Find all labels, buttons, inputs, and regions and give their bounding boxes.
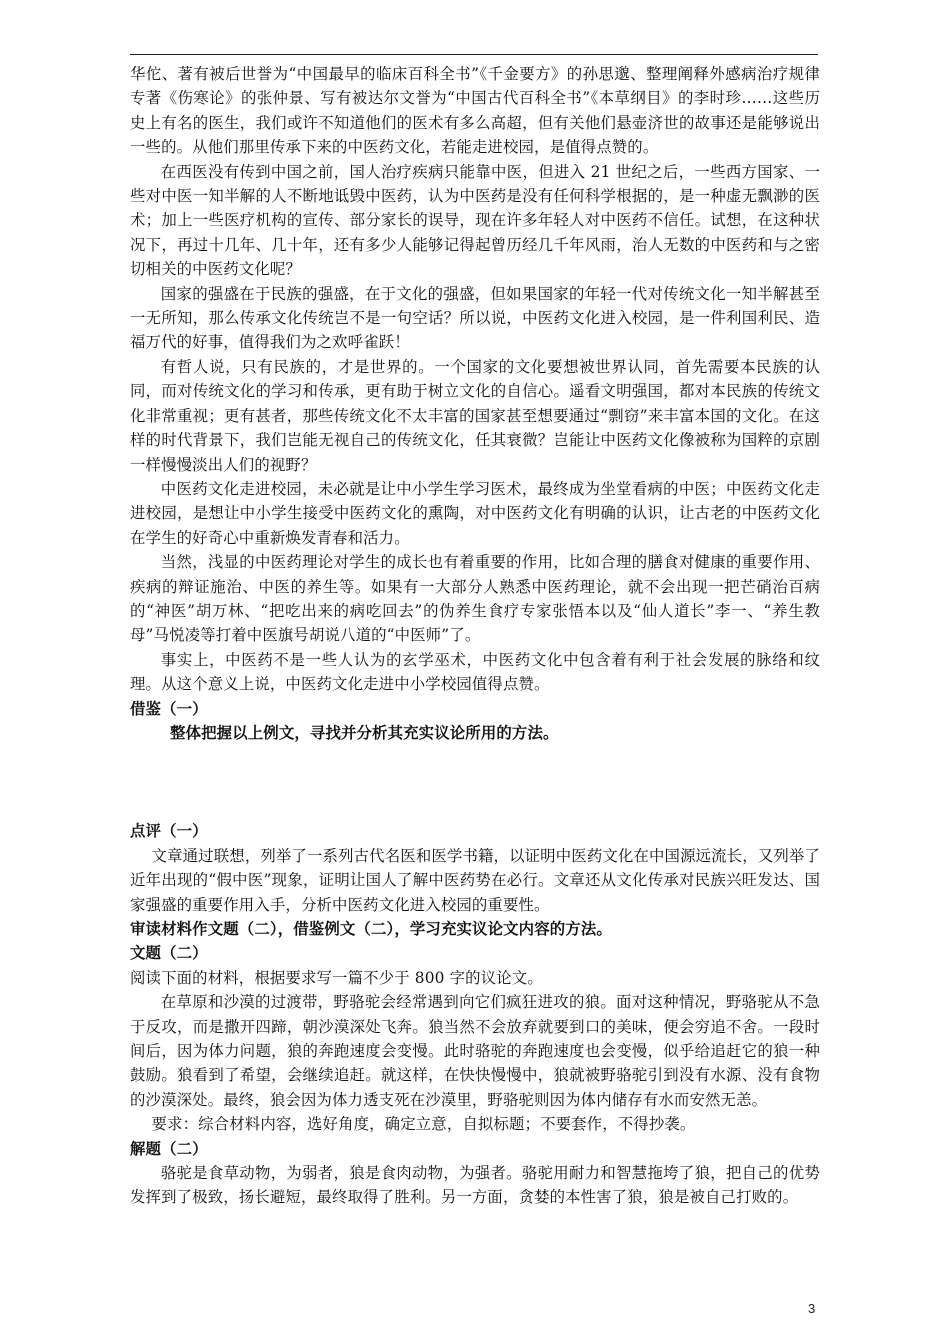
wenti-intro: 阅读下面的材料，根据要求写一篇不少于 800 字的议论文。 xyxy=(130,968,543,987)
answer-space xyxy=(130,745,820,819)
jieti-heading: 解题（二） xyxy=(130,1139,208,1158)
page-content xyxy=(130,62,820,1210)
wenti-heading: 文题（二） xyxy=(130,944,208,963)
wenti-material: 在草原和沙漠的过渡带，野骆驼会经常遇到向它们疯狂进攻的狼。面对这种情况，野骆驼从不急于反攻，而是撒开四蹄，朝沙漠深处飞奔。狼当然不会放弃就要到口的美味，便会穷追不舍。一段时间后，因为体力问题，狼的奔跑速度会变慢。此时骆驼的奔跑速度也会变慢，似乎给追赶它的狼一种鼓励。狼看到了希望，会继续追赶。就这样，在快快慢慢中，狼就被野骆驼引到没有水源、没有食物的沙漠深处。最终，狼会因为体力透支死在沙漠里，野骆驼则因为体内储存有水而安然无恙。 xyxy=(130,993,820,1109)
jiejian-heading: 借鉴（一） xyxy=(130,699,208,718)
page-number: 3 xyxy=(808,1301,816,1316)
essay-paragraph-5: 中医药文化走进校园，未必就是让中小学生学习医术，最终成为坐堂看病的中医；中医药文化走进校园，是想让中小学生接受中医药文化的熏陶，对中医药文化有明确的认识，让古老的中医药文化在学生的好奇心中重新焕发青春和活力。 xyxy=(130,479,820,547)
jieti-text: 骆驼是食草动物，为弱者，狼是食肉动物，为强者。骆驼用耐力和智慧拖垮了狼，把自己的优势发挥到了极致，扬长避短，最终取得了胜利。另一方面，贪婪的本性害了狼，狼是被自己打败的。 xyxy=(130,1164,820,1207)
header-rule xyxy=(130,54,818,55)
essay-paragraph-2: 在西医没有传到中国之前，国人治疗疾病只能靠中医，但进入 21 世纪之后，一些西方国家、一些对中医一知半解的人不断地诋毁中医药，认为中医药是没有任何科学根据的，是一种虚无飘渺的医术；加上一些医疗机构的宣传、部分家长的误导，现在许多年轻人对中医药不信任。试想，在这种状况下，再过十几年、几十年，还有多少人能够记得起曾历经几千年风雨，治人无数的中医药和与之密切相关的中医药文化呢？ xyxy=(130,162,820,279)
wenti-requirements: 要求：综合材料内容，选好角度，确定立意，自拟标题；不要套作，不得抄袭。 xyxy=(151,1115,696,1134)
jiejian-task: 整体把握以上例文，寻找并分析其充实议论所用的方法。 xyxy=(170,723,559,742)
section2-heading: 审读材料作文题（二），借鉴例文（二），学习充实议论文内容的方法。 xyxy=(130,920,612,938)
essay-paragraph-7: 事实上，中医药不是一些人认为的玄学巫术，中医药文化中包含着有利于社会发展的脉络和纹理。从这个意义上说，中医药文化走进中小学校园值得点赞。 xyxy=(130,650,820,694)
essay-paragraph-1: 华佗、著有被后世誉为“中国最早的临床百科全书”《千金要方》的孙思邈、整理阐释外感病治疗规律专著《伤寒论》的张仲景、写有被达尔文誉为“中国古代百科全书”《本草纲目》的李时珍……这些历史上有名的医生，我们或许不知道他们的医术有多么高超，但有关他们悬壶济世的故事还是能够说出一些的。从他们那里传承下来的中医药文化，若能走进校园，是值得点赞的。 xyxy=(130,65,820,157)
dianping-text: 文章通过联想，列举了一系列古代名医和医学书籍，以证明中医药文化在中国源远流长，又列举了近年出现的“假中医”现象，证明让国人了解中医药势在必行。文章还从文化传承对民族兴旺发达、国家强盛的重要作用入手，分析中医药文化进入校园的重要性。 xyxy=(130,846,820,914)
dianping-heading: 点评（一） xyxy=(130,822,208,841)
essay-paragraph-3: 国家的强盛在于民族的强盛，在于文化的强盛，但如果国家的年轻一代对传统文化一知半解甚至一无所知，那么传承文化传统岂不是一句空话？所以说，中医药文化进入校园，是一件利国利民、造福万代的好事，值得我们为之欢呼雀跃！ xyxy=(130,284,820,352)
essay-paragraph-6: 当然，浅显的中医药理论对学生的成长也有着重要的作用，比如合理的膳食对健康的重要作用、疾病的辩证施治、中医的养生等。如果有一大部分人熟悉中医药理论，就不会出现一把芒硝治百病的“神医”胡万林、“把吃出来的病吃回去”的伪养生食疗专家张悟本以及“仙人道长”李一、“养生教母”马悦凌等打着中医旗号胡说八道的“中医师”了。 xyxy=(130,553,820,645)
essay-paragraph-4: 有哲人说，只有民族的，才是世界的。一个国家的文化要想被世界认同，首先需要本民族的认同，而对传统文化的学习和传承，更有助于树立文化的自信心。遥看文明强国，都对本民族的传统文化非常重视；更有甚者，那些传统文化不太丰富的国家甚至想要通过“剽窃”来丰富本国的文化。在这样的时代背景下，我们岂能无视自己的传统文化，任其衰微？岂能让中医药文化像被称为国粹的京剧一样慢慢淡出人们的视野？ xyxy=(130,357,820,474)
